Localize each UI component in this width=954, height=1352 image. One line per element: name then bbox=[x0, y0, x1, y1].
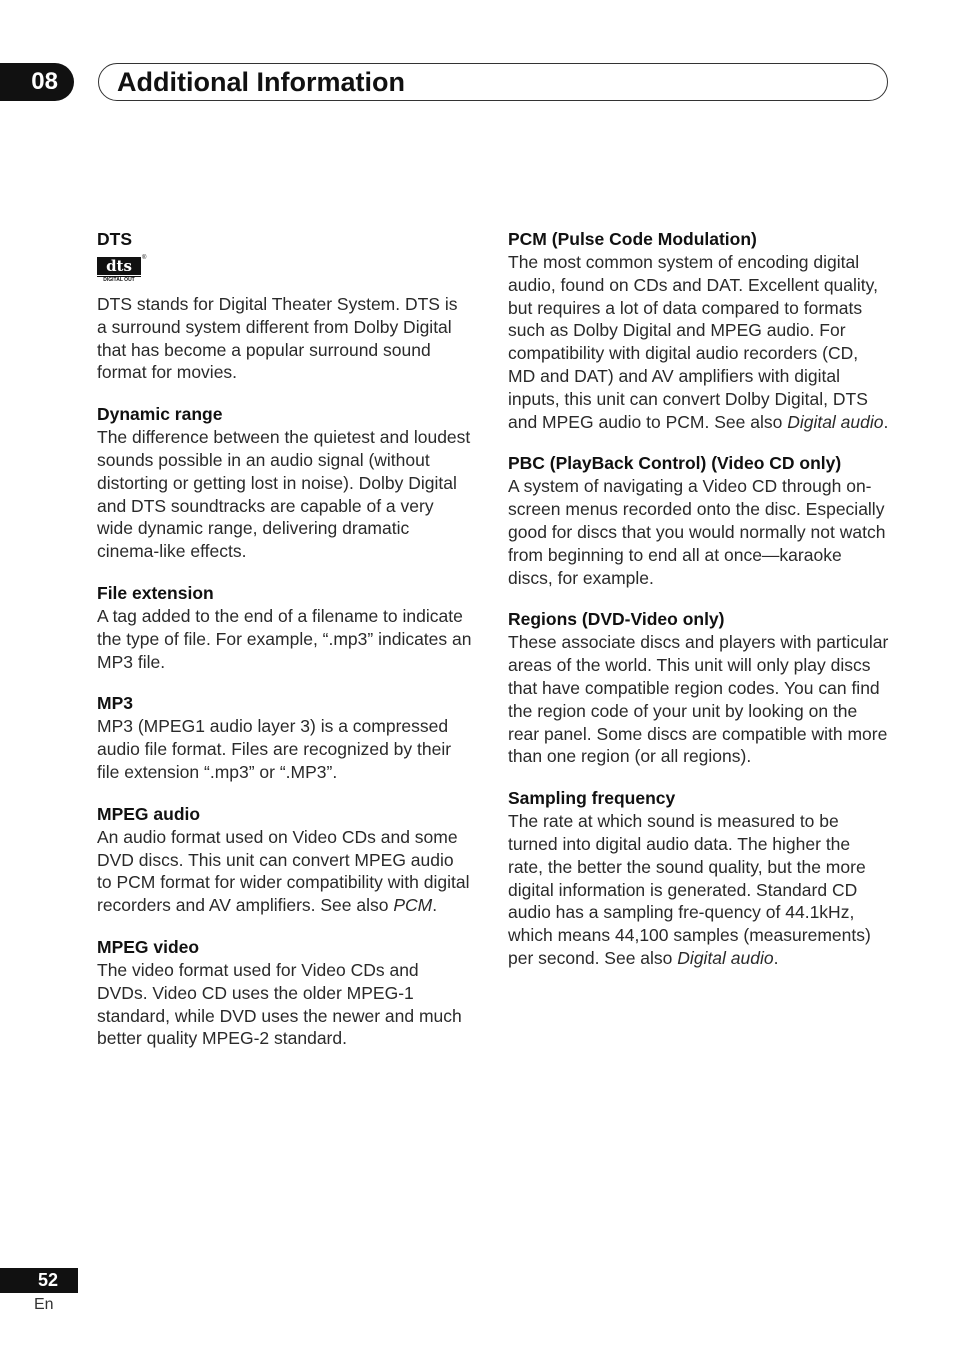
definition-end: . bbox=[773, 947, 779, 968]
glossary-term: Regions (DVD-Video only) bbox=[508, 609, 725, 630]
glossary-entry-sampling-frequency bbox=[508, 787, 890, 970]
glossary-definition bbox=[508, 810, 890, 970]
definition-text: The rate at which sound is measured to be turned into digital audio data. The higher the rate, the better the sound quality, but the more digital information is generated. Standard CD audio has a sampling fre-quency of 44.1kHz, which means 44,100 samples (measurements) per second. See also bbox=[508, 811, 871, 968]
page-language: En bbox=[34, 1296, 54, 1313]
glossary-entry-regions bbox=[508, 608, 890, 768]
see-also-reference: Digital audio bbox=[787, 411, 884, 432]
glossary-term: MPEG audio bbox=[97, 803, 201, 824]
glossary-definition bbox=[97, 826, 472, 917]
glossary-definition: The video format used for Video CDs and DVDs. Video CD uses the older MPEG-1 standard, while DVD uses the newer and much better quality MPEG-2 standard. bbox=[97, 959, 462, 1049]
glossary-entry-mpeg-video bbox=[97, 936, 472, 1050]
glossary-definition: These associate discs and players with particular areas of the world. This unit will only play discs that have compatible region codes. You can find the region code of your unit by looking on the rear panel. Some discs are compatible with more than one region (or all regions). bbox=[508, 632, 889, 767]
glossary-definition: DTS stands for Digital Theater System. DTS is a surround system different from Dolby Digital that has become a popular surround sound format for movies. bbox=[97, 294, 458, 383]
glossary-entry-mpeg-audio bbox=[97, 803, 472, 917]
chapter-number-badge: 08 bbox=[0, 63, 74, 101]
dts-logo-mark: dts bbox=[97, 257, 141, 275]
glossary-definition: A tag added to the end of a filename to indicate the type of file. For example, “.mp3” indicates an MP3 file. bbox=[97, 605, 472, 672]
definition-text: An audio format used on Video CDs and some DVD discs. This unit can convert MPEG audio to PCM format for wider compatibility with digital recorders and AV amplifiers. See also bbox=[97, 826, 470, 916]
glossary-term: File extension bbox=[97, 582, 214, 603]
glossary-term: PBC (PlayBack Control) (Video CD only) bbox=[508, 453, 842, 474]
see-also-reference: Digital audio bbox=[677, 947, 774, 968]
glossary-term: PCM (Pulse Code Modulation) bbox=[508, 229, 757, 249]
glossary-definition: A system of navigating a Video CD through on-screen menus recorded onto the disc. Especially good for discs that you would normally not watch from beginning to end all at once—karaoke discs, for example. bbox=[508, 476, 886, 588]
glossary-definition: MP3 (MPEG1 audio layer 3) is a compressed audio file format. Files are recognized by their file extension “.mp3” or “.MP3”. bbox=[97, 716, 452, 782]
glossary-entry-pbc bbox=[508, 452, 890, 589]
definition-text: The most common system of encoding digital audio, found on CDs and DAT. Excellent quality, but requires a lot of data compared to formats such as Dolby Digital and MPEG audio. For compatibility with digital audio recorders (CD, MD and DAT) and AV amplifiers with digital inputs, this unit can convert Dolby Digital, DTS and MPEG audio to PCM. See also bbox=[508, 252, 878, 432]
chapter-title-bar bbox=[98, 63, 888, 101]
registered-mark: ® bbox=[142, 255, 147, 261]
page-number: 52 bbox=[0, 1268, 78, 1293]
dts-digital-out-logo bbox=[97, 257, 145, 285]
glossary-entry-pcm bbox=[508, 228, 890, 433]
glossary-term: MP3 bbox=[97, 693, 133, 714]
glossary-term: DTS bbox=[97, 229, 132, 249]
definition-end: . bbox=[883, 411, 889, 432]
glossary-term: Dynamic range bbox=[97, 404, 223, 425]
glossary-entry-file-extension bbox=[97, 582, 472, 673]
glossary-definition: The difference between the quietest and loudest sounds possible in an audio signal (without distorting or getting lost in noise). Dolby Digital and DTS soundtracks are capable of a very wide dynamic range, delivering dramatic cinema-like effects. bbox=[97, 427, 471, 562]
glossary-entry-mp3 bbox=[97, 692, 472, 783]
right-column bbox=[508, 228, 890, 989]
left-column bbox=[97, 228, 472, 1069]
definition-end: . bbox=[432, 895, 438, 916]
glossary-term: MPEG video bbox=[97, 936, 200, 957]
glossary-entry-dynamic-range bbox=[97, 403, 472, 563]
glossary-entry-dts bbox=[97, 228, 472, 384]
see-also-reference: PCM bbox=[393, 895, 433, 916]
page-title: Additional Information bbox=[117, 67, 405, 97]
dts-logo-subtitle: DIGITAL OUT bbox=[97, 276, 141, 283]
glossary-term: Sampling frequency bbox=[508, 788, 676, 809]
glossary-definition bbox=[508, 251, 890, 433]
